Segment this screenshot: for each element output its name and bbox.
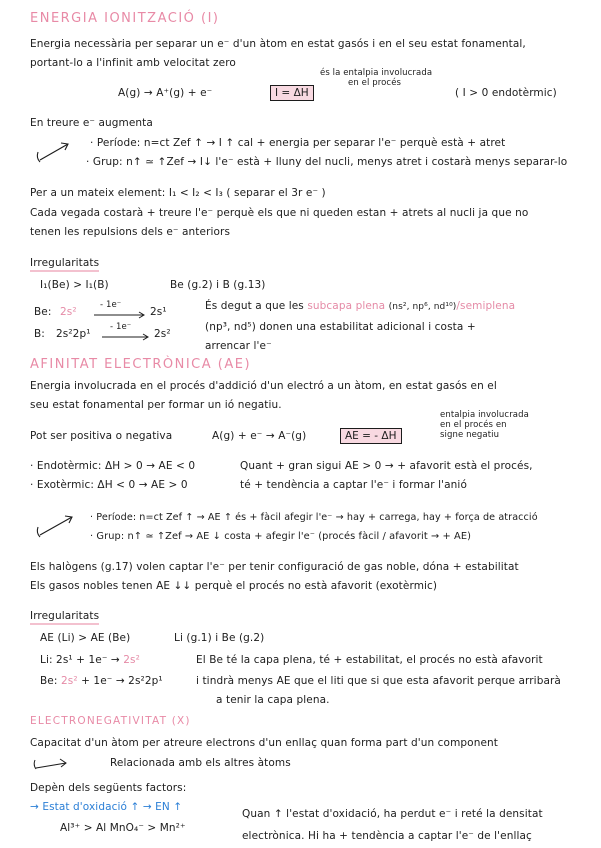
element-line: Per a un mateix element: I₁ < I₂ < I₃ ( separar el 3r e⁻ ) — [30, 187, 326, 199]
afinitat-definition-1: Energia involucrada en el procés d'addició d'un electró a un àtom, en estat gasós en el — [30, 380, 497, 392]
afinitat-period: · Període: n=ct Zef ↑ → AE ↑ és + fàcil afegir l'e⁻ → hay + carrega, hay + força de atracció — [90, 512, 538, 523]
afinitat-sign: Pot ser positiva o negativa — [30, 430, 173, 442]
afinitat-irreg-compare: AE (Li) > AE (Be) — [40, 632, 131, 644]
afinitat-endo: · Endotèrmic: ΔH > 0 → AE < 0 — [30, 460, 196, 472]
be-explanation-2: a tenir la capa plena. — [216, 694, 330, 706]
afinitat-exo: · Exotèrmic: ΔH < 0 → AE > 0 — [30, 479, 188, 491]
afinitat-irreg-groups: Li (g.1) i Be (g.2) — [174, 632, 265, 644]
be-result: 2s¹ — [150, 306, 167, 318]
ionitzacio-definition-1: Energia necessària per separar un e⁻ d'un àtom en estat gasós i en el seu estat fonamental, — [30, 38, 526, 50]
be-label-ae: Be: — [40, 675, 58, 687]
halogens-line: Els halògens (g.17) volen captar l'e⁻ per tenir configuració de gas noble, dóna + estabilitat — [30, 561, 519, 573]
formula-note-2: en el procés — [348, 78, 402, 88]
formula-note-1: és la entalpia involucrada — [320, 68, 433, 78]
afinitat-quant: Quant + gran sigui AE > 0 → + afavorit està el procés, — [240, 460, 533, 472]
afinitat-reaction: A(g) + e⁻ → A⁻(g) — [212, 430, 307, 442]
b-result: 2s² — [154, 328, 171, 340]
afinitat-definition-2: seu estat fonamental per formar un ió negatiu. — [30, 399, 282, 411]
afinitat-note-1: entalpia involucrada — [440, 410, 529, 420]
ionitzacio-formula-box: I = ΔH — [270, 85, 314, 101]
li-explanation: El Be té la capa plena, té + estabilitat, el procés no està afavorit — [196, 654, 543, 666]
due-line-3: arrencar l'e⁻ — [205, 340, 272, 352]
due-orbitals: (ns², np⁶, nd¹⁰) — [388, 302, 457, 312]
b-arrow-icon — [102, 333, 150, 341]
afinitat-note-3: signe negatiu — [440, 430, 500, 440]
b-configuration: 2s²2p¹ — [56, 328, 91, 340]
be-arrow-icon — [94, 311, 146, 319]
trend-arrow-icon — [34, 140, 74, 166]
be-explanation-1: i tindrà menys AE que el liti que si que esta afavorit perque arribarà — [196, 675, 561, 687]
be-configuration-ae — [40, 675, 163, 688]
afinitat-group: · Grup: n↑ ≃ ↑Zef → AE ↓ costa + afegir l'e⁻ (procés fàcil / afavorit → + AE) — [90, 531, 472, 542]
irreg-compare: I₁(Be) > I₁(B) — [40, 279, 109, 291]
b-arrow-label: - 1e⁻ — [110, 322, 132, 332]
li-configuration — [40, 654, 140, 667]
ionitzacio-reaction: A(g) → A⁺(g) + e⁻ — [118, 87, 213, 99]
afinitat-te: té + tendència a captar l'e⁻ i formar l'anió — [240, 479, 467, 491]
due-semiplena: /semiplena — [456, 300, 516, 312]
section-title-electronegativitat: ELECTRONEGATIVITAT (X) — [30, 715, 191, 727]
li-result: 2s² — [123, 654, 140, 666]
be-configuration: 2s² — [60, 306, 77, 318]
en-example: Al³⁺ > Al MnO₄⁻ > Mn²⁺ — [60, 822, 186, 834]
afinitat-trend-arrow-icon — [34, 513, 78, 541]
due-text: És degut a que les — [205, 300, 304, 312]
en-explanation-2: electrònica. Hi ha + tendència a captar l'e⁻ de l'enllaç — [242, 830, 532, 842]
be-conf-ae: 2s² — [60, 675, 78, 687]
trend-period: · Període: n=ct Zef ↑ → I ↑ cal + energia per separar l'e⁻ perquè està + atret — [90, 137, 506, 149]
li-text: Li: 2s¹ + 1e⁻ → — [40, 654, 120, 666]
afinitat-irregularitats-title: Irregularitats — [30, 610, 99, 625]
due-subcapa: subcapa plena — [307, 300, 386, 312]
ionitzacio-definition-2: portant-lo a l'infinit amb velocitat zero — [30, 57, 236, 69]
irregularitats-title: Irregularitats — [30, 257, 99, 272]
en-definition-1: Capacitat d'un àtom per atreure electrons d'un enllaç quan forma part d'un component — [30, 737, 498, 749]
en-factors: Depèn dels següents factors: — [30, 782, 187, 794]
en-explanation-1: Quan ↑ l'estat d'oxidació, ha perdut e⁻ i reté la densitat — [242, 808, 543, 820]
irreg-groups: Be (g.2) i B (g.13) — [170, 279, 266, 291]
be-rest-ae: + 1e⁻ → 2s²2p¹ — [81, 675, 163, 687]
ionitzacio-endo: ( I > 0 endotèrmic) — [455, 87, 557, 99]
afinitat-formula-box: AE = - ΔH — [340, 428, 402, 444]
cada-line-2: tenen les repulsions dels e⁻ anteriors — [30, 226, 231, 238]
b-label: B: — [34, 328, 45, 340]
cada-line-1: Cada vegada costarà + treure l'e⁻ perquè els que ni queden estan + atrets al nucli ja que no — [30, 207, 529, 219]
en-definition-2: Relacionada amb els altres àtoms — [110, 757, 291, 769]
section-title-ionitzacio: ENERGIA IONITZACIÓ (I) — [30, 11, 220, 26]
afinitat-note-2: en el procés en — [440, 420, 507, 430]
due-line-1 — [205, 300, 515, 314]
be-arrow-label: - 1e⁻ — [100, 300, 122, 310]
trend-group: · Grup: n↑ ≃ ↑Zef → I↓ l'e⁻ està + lluny del nucli, menys atret i costarà menys separar-lo — [86, 156, 568, 168]
section-title-afinitat: AFINITAT ELECTRÒNICA (AE) — [30, 357, 252, 372]
en-relation-arrow-icon — [32, 757, 72, 771]
gasos-line: Els gasos nobles tenen AE ↓↓ perquè el procés no està afavorit (exotèrmic) — [30, 580, 438, 592]
trend-title: En treure e⁻ augmenta — [30, 117, 153, 129]
en-factor-1: → Estat d'oxidació ↑ → EN ↑ — [30, 801, 183, 813]
be-label: Be: — [34, 306, 52, 318]
due-line-2: (np³, nd⁵) donen una estabilitat adicional i costa + — [205, 321, 476, 333]
